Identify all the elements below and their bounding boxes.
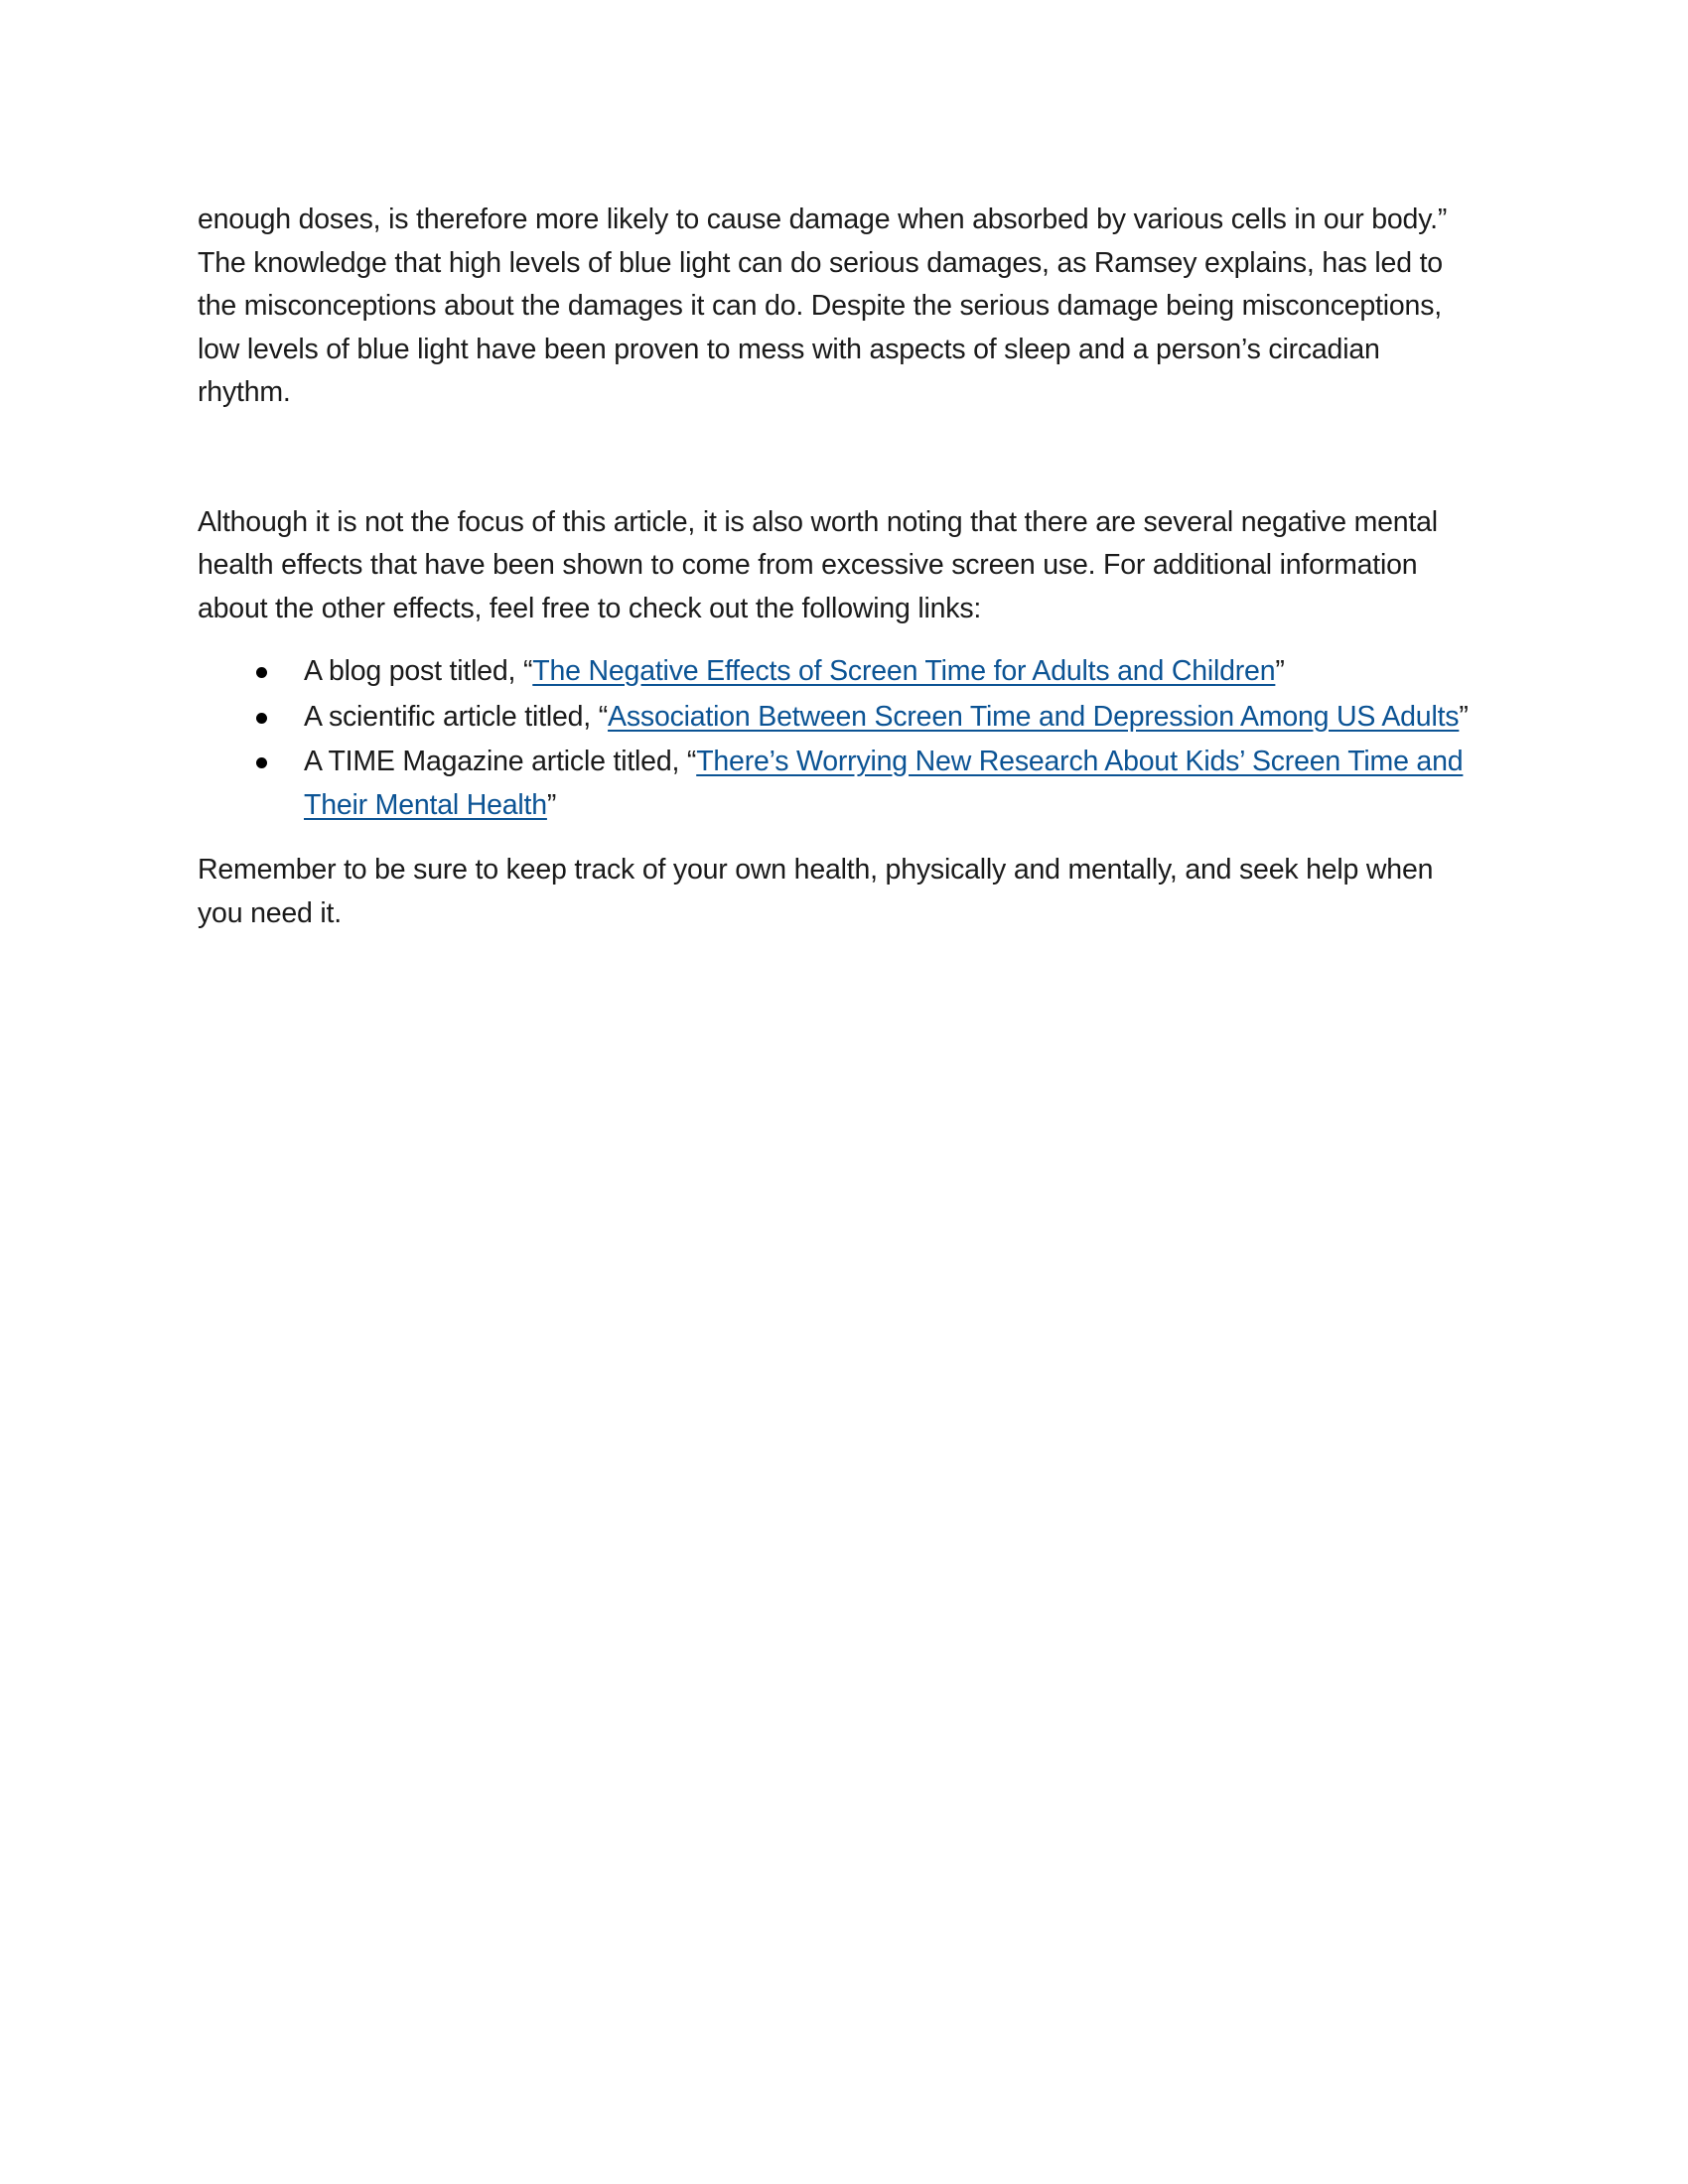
paragraph-mental-health: Although it is not the focus of this article, it is also worth noting that there are several negative mental health effects that have been shown to come from excessive screen use. For additional information about the other effects, feel free to check out the following links: bbox=[198, 505, 1438, 624]
list-item bbox=[198, 650, 1478, 694]
link-suffix: ” bbox=[1459, 700, 1469, 733]
link-prefix: A scientific article titled, “ bbox=[304, 700, 609, 733]
link-suffix: ” bbox=[1275, 655, 1285, 687]
bullet-icon bbox=[256, 667, 267, 678]
link-time-magazine[interactable]: There’s Worrying New Research About Kids’ Screen Time and Their Mental Health bbox=[304, 746, 1464, 821]
link-screen-time-depression[interactable]: Association Between Screen Time and Depression Among US Adults bbox=[608, 700, 1460, 733]
list-item bbox=[198, 741, 1478, 827]
links-list bbox=[198, 650, 1478, 827]
document-body bbox=[198, 199, 1478, 935]
bullet-icon bbox=[256, 757, 267, 768]
paragraph-closing: Remember to be sure to keep track of your own health, physically and mentally, and seek help when you need it. bbox=[198, 854, 1434, 929]
link-prefix: A TIME Magazine article titled, “ bbox=[304, 746, 697, 777]
paragraph-blue-light: enough doses, is therefore more likely to cause damage when absorbed by various cells in our body.” The knowledge that high levels of blue light can do serious damages, as Ramsey explains, has led to the misconceptions about the damages it can do. Despite the serious damage being misconceptions, low levels of blue light have been proven to mess with aspects of sleep and a person’s circadian rhythm. bbox=[198, 204, 1448, 408]
link-suffix: ” bbox=[546, 788, 557, 821]
list-item bbox=[198, 696, 1478, 740]
link-prefix: A blog post titled, “ bbox=[304, 655, 533, 687]
bullet-icon bbox=[256, 713, 267, 724]
link-negative-effects[interactable]: The Negative Effects of Screen Time for Adults and Children bbox=[532, 655, 1276, 687]
